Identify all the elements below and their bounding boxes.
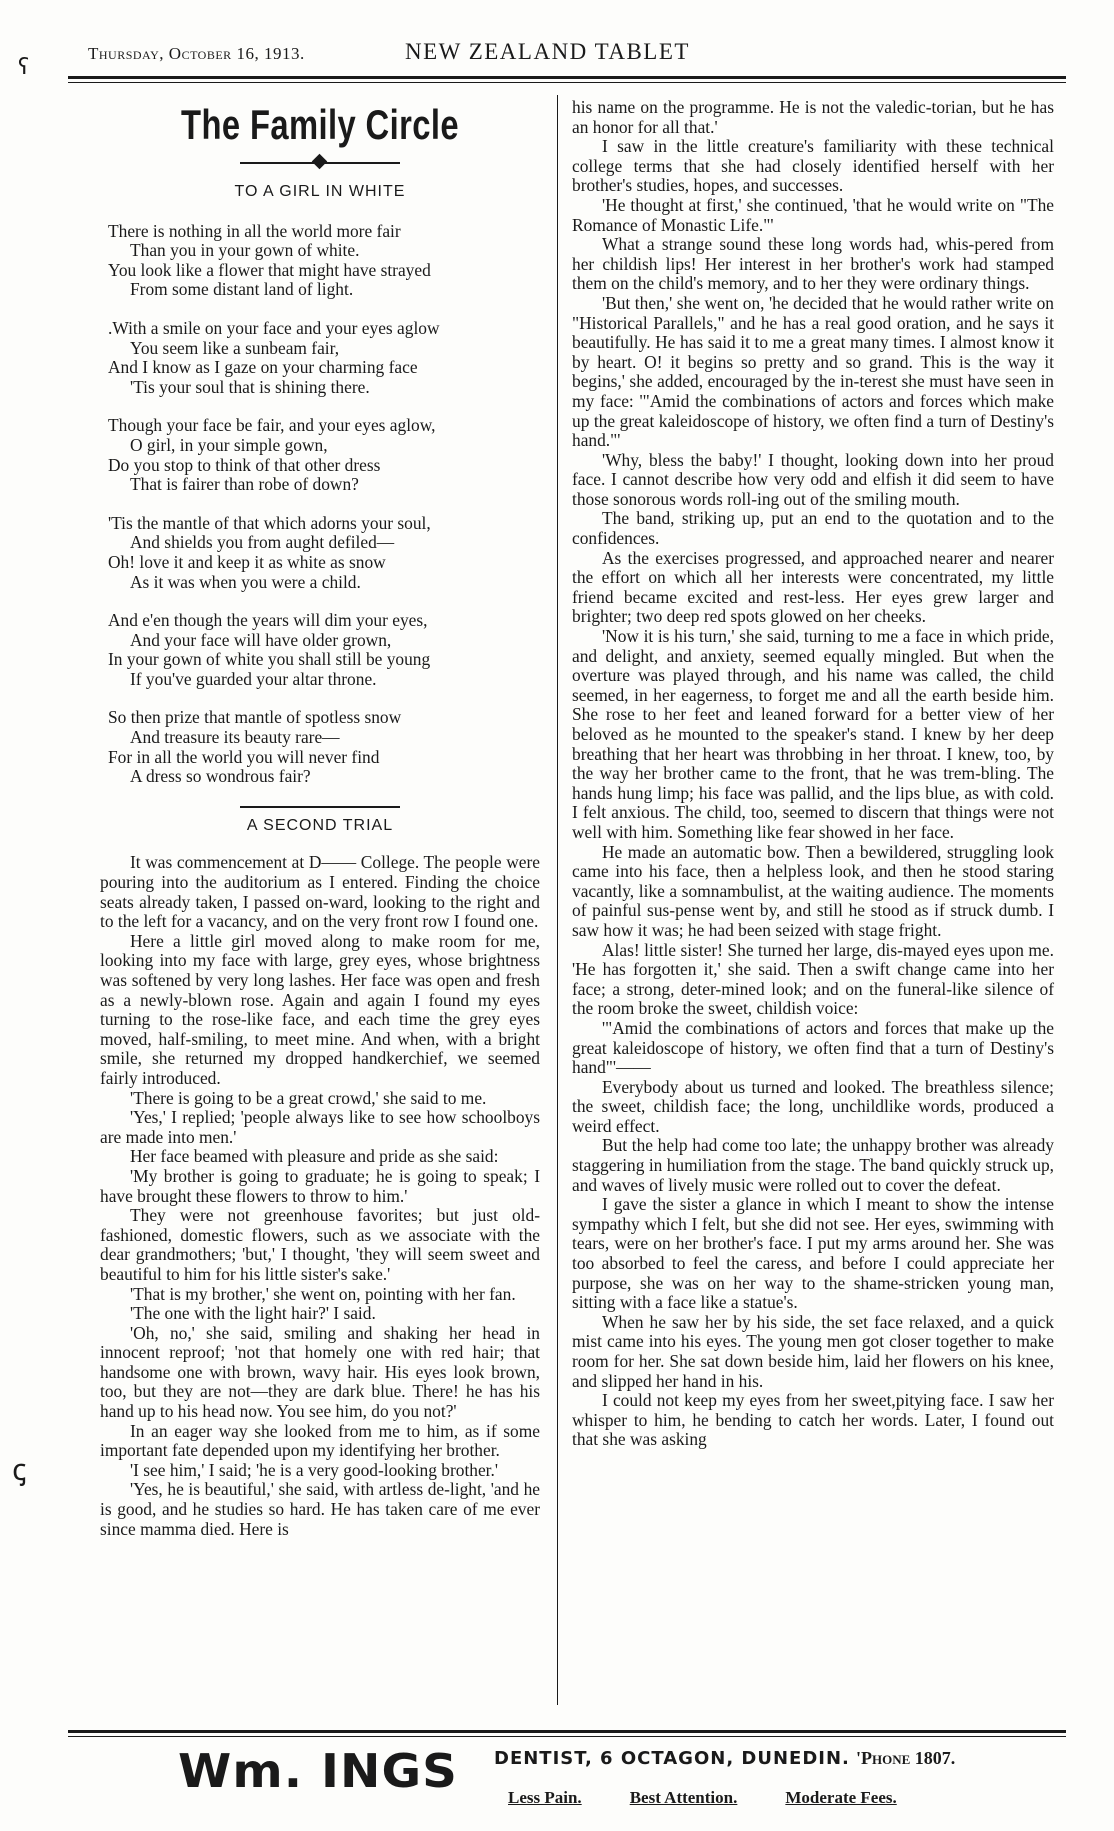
poem-line: Than you in your gown of white. xyxy=(130,240,360,261)
poem-stanza xyxy=(108,222,540,300)
story-title: A SECOND TRIAL xyxy=(246,816,394,834)
story-paragraph: 'Oh, no,' she said, smiling and shaking her head in innocent reproof; 'not that homely one with red hair; that handsome one with brown, wavy hair. His eyes look brown, too, but they are not—they are dark blue. There! he has his hand up to his head now. You see him, do you not?' xyxy=(100,1322,540,1422)
poem-line: If you've guarded your altar throne. xyxy=(130,668,377,689)
story-paragraph: They were not greenhouse favorites; but just old-fashioned, domestic flowers, such as we associate with the dear grandmothers; 'but,' I thought, 'they will seem sweet and beautiful to him for his little sister's sake.' xyxy=(100,1205,540,1284)
column-divider xyxy=(557,95,558,1705)
poem-line: You seem like a sunbeam fair, xyxy=(130,337,340,358)
story-paragraph: 'Yes, he is beautiful,' she said, with artless de-light, 'and he is good, and he studies so hard. He has taken care of me ever since mamma died. Here is xyxy=(100,1479,540,1539)
story-paragraph: 'The one with the light hair?' I said. xyxy=(130,1303,376,1324)
poem-line: 'Tis your soul that is shining there. xyxy=(130,376,370,397)
poem-line: That is fairer than robe of down? xyxy=(130,474,359,495)
poem-line: In your gown of white you shall still be young xyxy=(108,649,431,670)
poem-stanza xyxy=(108,611,540,689)
ad-slogan: Less Pain. xyxy=(508,1788,582,1807)
story-paragraph: I saw in the little creature's familiarity with these technical college terms that she had closely identified herself with her brother's studies, hopes, and successes. xyxy=(572,136,1054,196)
poem-line: 'Tis the mantle of that which adorns your soul, xyxy=(108,512,431,533)
advertiser-name: Wm. INGS xyxy=(178,1744,459,1798)
story-paragraph: What a strange sound these long words had, whis-pered from her childish lips! Her interest in her brother's work had stamped them on the child's memory, and to her they were ordinary things. xyxy=(572,234,1054,294)
story-paragraph: his name on the programme. He is not the valedic-torian, but he has an honor for all that.' xyxy=(572,97,1054,137)
ad-slogans xyxy=(508,1788,897,1808)
story-paragraph: Here a little girl moved along to make room for me, looking into my face with large, grey eyes, whose brightness was softened by very long lashes. Her face was open and fresh as a newly-blown rose. Again and again I found my eyes turning to the rose-like face, and each time the grey eyes moved, half-smiling, to meet mine. And when, with a bright smile, she returned my dropped handkerchief, we seemed fairly introduced. xyxy=(100,930,540,1088)
story-paragraph: Her face beamed with pleasure and pride as she said: xyxy=(130,1146,499,1167)
ad-slogan: Moderate Fees. xyxy=(785,1788,897,1807)
poem-line: As it was when you were a child. xyxy=(130,571,361,592)
story-paragraph: When he saw her by his side, the set face relaxed, and a quick mist came into his eyes. The young men got closer together to make room for her. She sat down beside him, laid her flowers on his knee, and slipped her hand in his. xyxy=(572,1311,1054,1391)
margin-mark-top: ʕ xyxy=(18,55,30,80)
story-text-left xyxy=(100,853,540,1539)
poem-line: You look like a flower that might have strayed xyxy=(108,259,431,280)
poem-line: And I know as I gaze on your charming face xyxy=(108,357,418,378)
poem-stanza xyxy=(108,416,540,494)
poem-stanza xyxy=(108,319,540,397)
story-paragraph: As the exercises progressed, and approached nearer and nearer the effort on which all her interests were concentrated, my little friend became excited and rest-less. Her eyes grew larger and brighter; two deep red spots glowed on her cheeks. xyxy=(572,547,1054,627)
poem-line: From some distant land of light. xyxy=(130,279,354,300)
story-paragraph: 'He thought at first,' she continued, 'that he would write on "The Romance of Monastic Life."' xyxy=(572,194,1054,235)
story-paragraph: 'There is going to be a great crowd,' she said to me. xyxy=(130,1087,487,1108)
story-rule xyxy=(240,806,400,808)
story-paragraph: 'Now it is his turn,' she said, turning to me a face in which pride, and delight, and anxiety, seemed equally mingled. But when the overture was played through, and his name was called, the child seemed, in her eagerness, to forget me and all the earth beside him. She rose to her feet and leaned forward for a better view of her beloved as he mounted to the speaker's stand. I knew by her deep breathing that her heart was throbbing in her throat. I knew, too, by the way her brother came to the front, that he was trem-bling. The hands hung limp; his face was pallid, and the lips blue, as with cold. I felt anxious. The child, too, seemed to discern that things were not well with him. Something like fear showed in her face. xyxy=(572,626,1054,842)
title-ornament xyxy=(240,156,400,170)
story-paragraph: The band, striking up, put an end to the quotation and to the confidences. xyxy=(572,508,1054,549)
footer-rule xyxy=(68,1730,1066,1733)
story-paragraph: I gave the sister a glance in which I meant to show the intense sympathy which I felt, but she did not see. Her eyes, swimming with tears, were on her brother's face. I put my arms around her. She was too absorbed to feel the caress, and before I could appreciate her purpose, she was on her way to the shame-stricken young man, sitting with a face like a statue's. xyxy=(572,1194,1054,1313)
ad-phone: 'Phone 1807. xyxy=(856,1748,956,1768)
story-paragraph: Everybody about us turned and looked. The breathless silence; the sweet, childish face; the long, unchildlike words, produced a weird effect. xyxy=(572,1076,1054,1136)
poem-line: Do you stop to think of that other dress xyxy=(108,454,381,475)
poem xyxy=(100,222,540,787)
story-paragraph: I could not keep my eyes from her sweet,pitying face. I saw her whisper to him, he bending to catch her words. Later, I found out that she was asking xyxy=(572,1390,1054,1450)
poem-line: And your face will have older grown, xyxy=(130,629,392,650)
story-paragraph: 'I see him,' I said; 'he is a very good-looking brother.' xyxy=(130,1459,498,1480)
publication-title: NEW ZEALAND TABLET xyxy=(405,39,690,64)
ad-address: DENTIST, 6 OCTAGON, DUNEDIN. xyxy=(494,1748,850,1769)
poem-line: And e'en though the years will dim your eyes, xyxy=(108,610,428,631)
story-paragraph: But the help had come too late; the unhappy brother was already staggering in humiliation from the stage. The band quickly struck up, and waves of lively music were rolled out to cover the defeat. xyxy=(572,1135,1054,1195)
poem-stanza xyxy=(108,514,540,592)
poem-line: Oh! love it and keep it as white as snow xyxy=(108,551,386,572)
story-paragraph: 'My brother is going to graduate; he is going to speak; I have brought these flowers to throw to him.' xyxy=(100,1165,540,1206)
margin-mark-bottom: ꞔ xyxy=(12,1453,27,1488)
poem-line: For in all the world you will never find xyxy=(108,746,380,767)
poem-line: .With a smile on your face and your eyes aglow xyxy=(108,317,440,338)
poem-line: And treasure its beauty rare— xyxy=(130,727,340,748)
story-paragraph: 'Why, bless the baby!' I thought, looking down into her proud face. I cannot describe how very odd and elfish it did seem to have those sonorous words roll-ing out of the smiling mouth. xyxy=(572,449,1054,509)
page-header xyxy=(70,38,1064,78)
story-paragraph: 'That is my brother,' she went on, pointing with her fan. xyxy=(130,1283,516,1304)
poem-line: So then prize that mantle of spotless snow xyxy=(108,707,402,728)
poem-line: And shields you from aught defiled— xyxy=(130,532,395,553)
poem-title: TO A GIRL IN WHITE xyxy=(234,183,406,200)
story-paragraph: 'But then,' she went on, 'he decided that he would rather write on "Historical Parallels," and he has a real good oration, and he says it beautifully. He has said it to me a great many times. I almost know it by heart. O! it begins so pretty and so grand. This is the way it begins,' she added, encouraged by the in-terest she must have seen in my face: '"Amid the combinations of actors and forces which make up the great kaleidoscope of history, we often find a turn of Destiny's hand."' xyxy=(572,292,1054,451)
poem-line: A dress so wondrous fair? xyxy=(130,766,311,787)
poem-line: Though your face be fair, and your eyes aglow, xyxy=(108,415,436,436)
section-title: The Family Circle xyxy=(181,101,459,148)
ad-slogan: Best Attention. xyxy=(629,1788,738,1807)
story-paragraph: Alas! little sister! She turned her large, dis-mayed eyes upon me. 'He has forgotten it,' she said. Then a swift change came into her face; a strong, deter-mined look; and on the funeral-like silence of the room broke the sweet, childish voice: xyxy=(572,939,1054,1019)
diamond-ornament-icon xyxy=(312,154,328,170)
story-paragraph: In an eager way she looked from me to him, as if some important fate depended upon my identifying her brother. xyxy=(100,1420,540,1461)
header-rule xyxy=(68,76,1066,79)
poem-line: O girl, in your simple gown, xyxy=(130,434,328,455)
poem-stanza xyxy=(108,708,540,786)
header-rule-thin xyxy=(68,82,1066,83)
story-paragraph: '"Amid the combinations of actors and forces that make up the great kaleidoscope of history, we often find that a turn of Destiny's hand"'—— xyxy=(572,1017,1054,1078)
story-paragraph: It was commencement at D—— College. The people were pouring into the auditorium as I entered. Finding the choice seats already taken, I passed on-ward, looking to the right and to the left for a vacancy, and on the very front row I found one. xyxy=(100,852,540,932)
right-column xyxy=(572,98,1054,1450)
story-paragraph: He made an automatic bow. Then a bewildered, struggling look came into his face, then a helpless look, and then he stood staring vacantly, like a somnambulist, at the waiting audience. The moments of painful sus-pense went by, and still he stood as if struck dumb. I saw how it was; he had been seized with stage fright. xyxy=(572,841,1054,940)
story-text-right xyxy=(572,98,1054,1450)
poem-line: There is nothing in all the world more fair xyxy=(108,220,401,241)
issue-date: Thursday, October 16, 1913. xyxy=(88,44,305,63)
story-paragraph: 'Yes,' I replied; 'people always like to see how schoolboys are made into men.' xyxy=(100,1107,540,1147)
left-column xyxy=(100,98,540,1539)
dentist-advertisement xyxy=(68,1738,1066,1831)
footer-rule-thin xyxy=(68,1736,1066,1737)
